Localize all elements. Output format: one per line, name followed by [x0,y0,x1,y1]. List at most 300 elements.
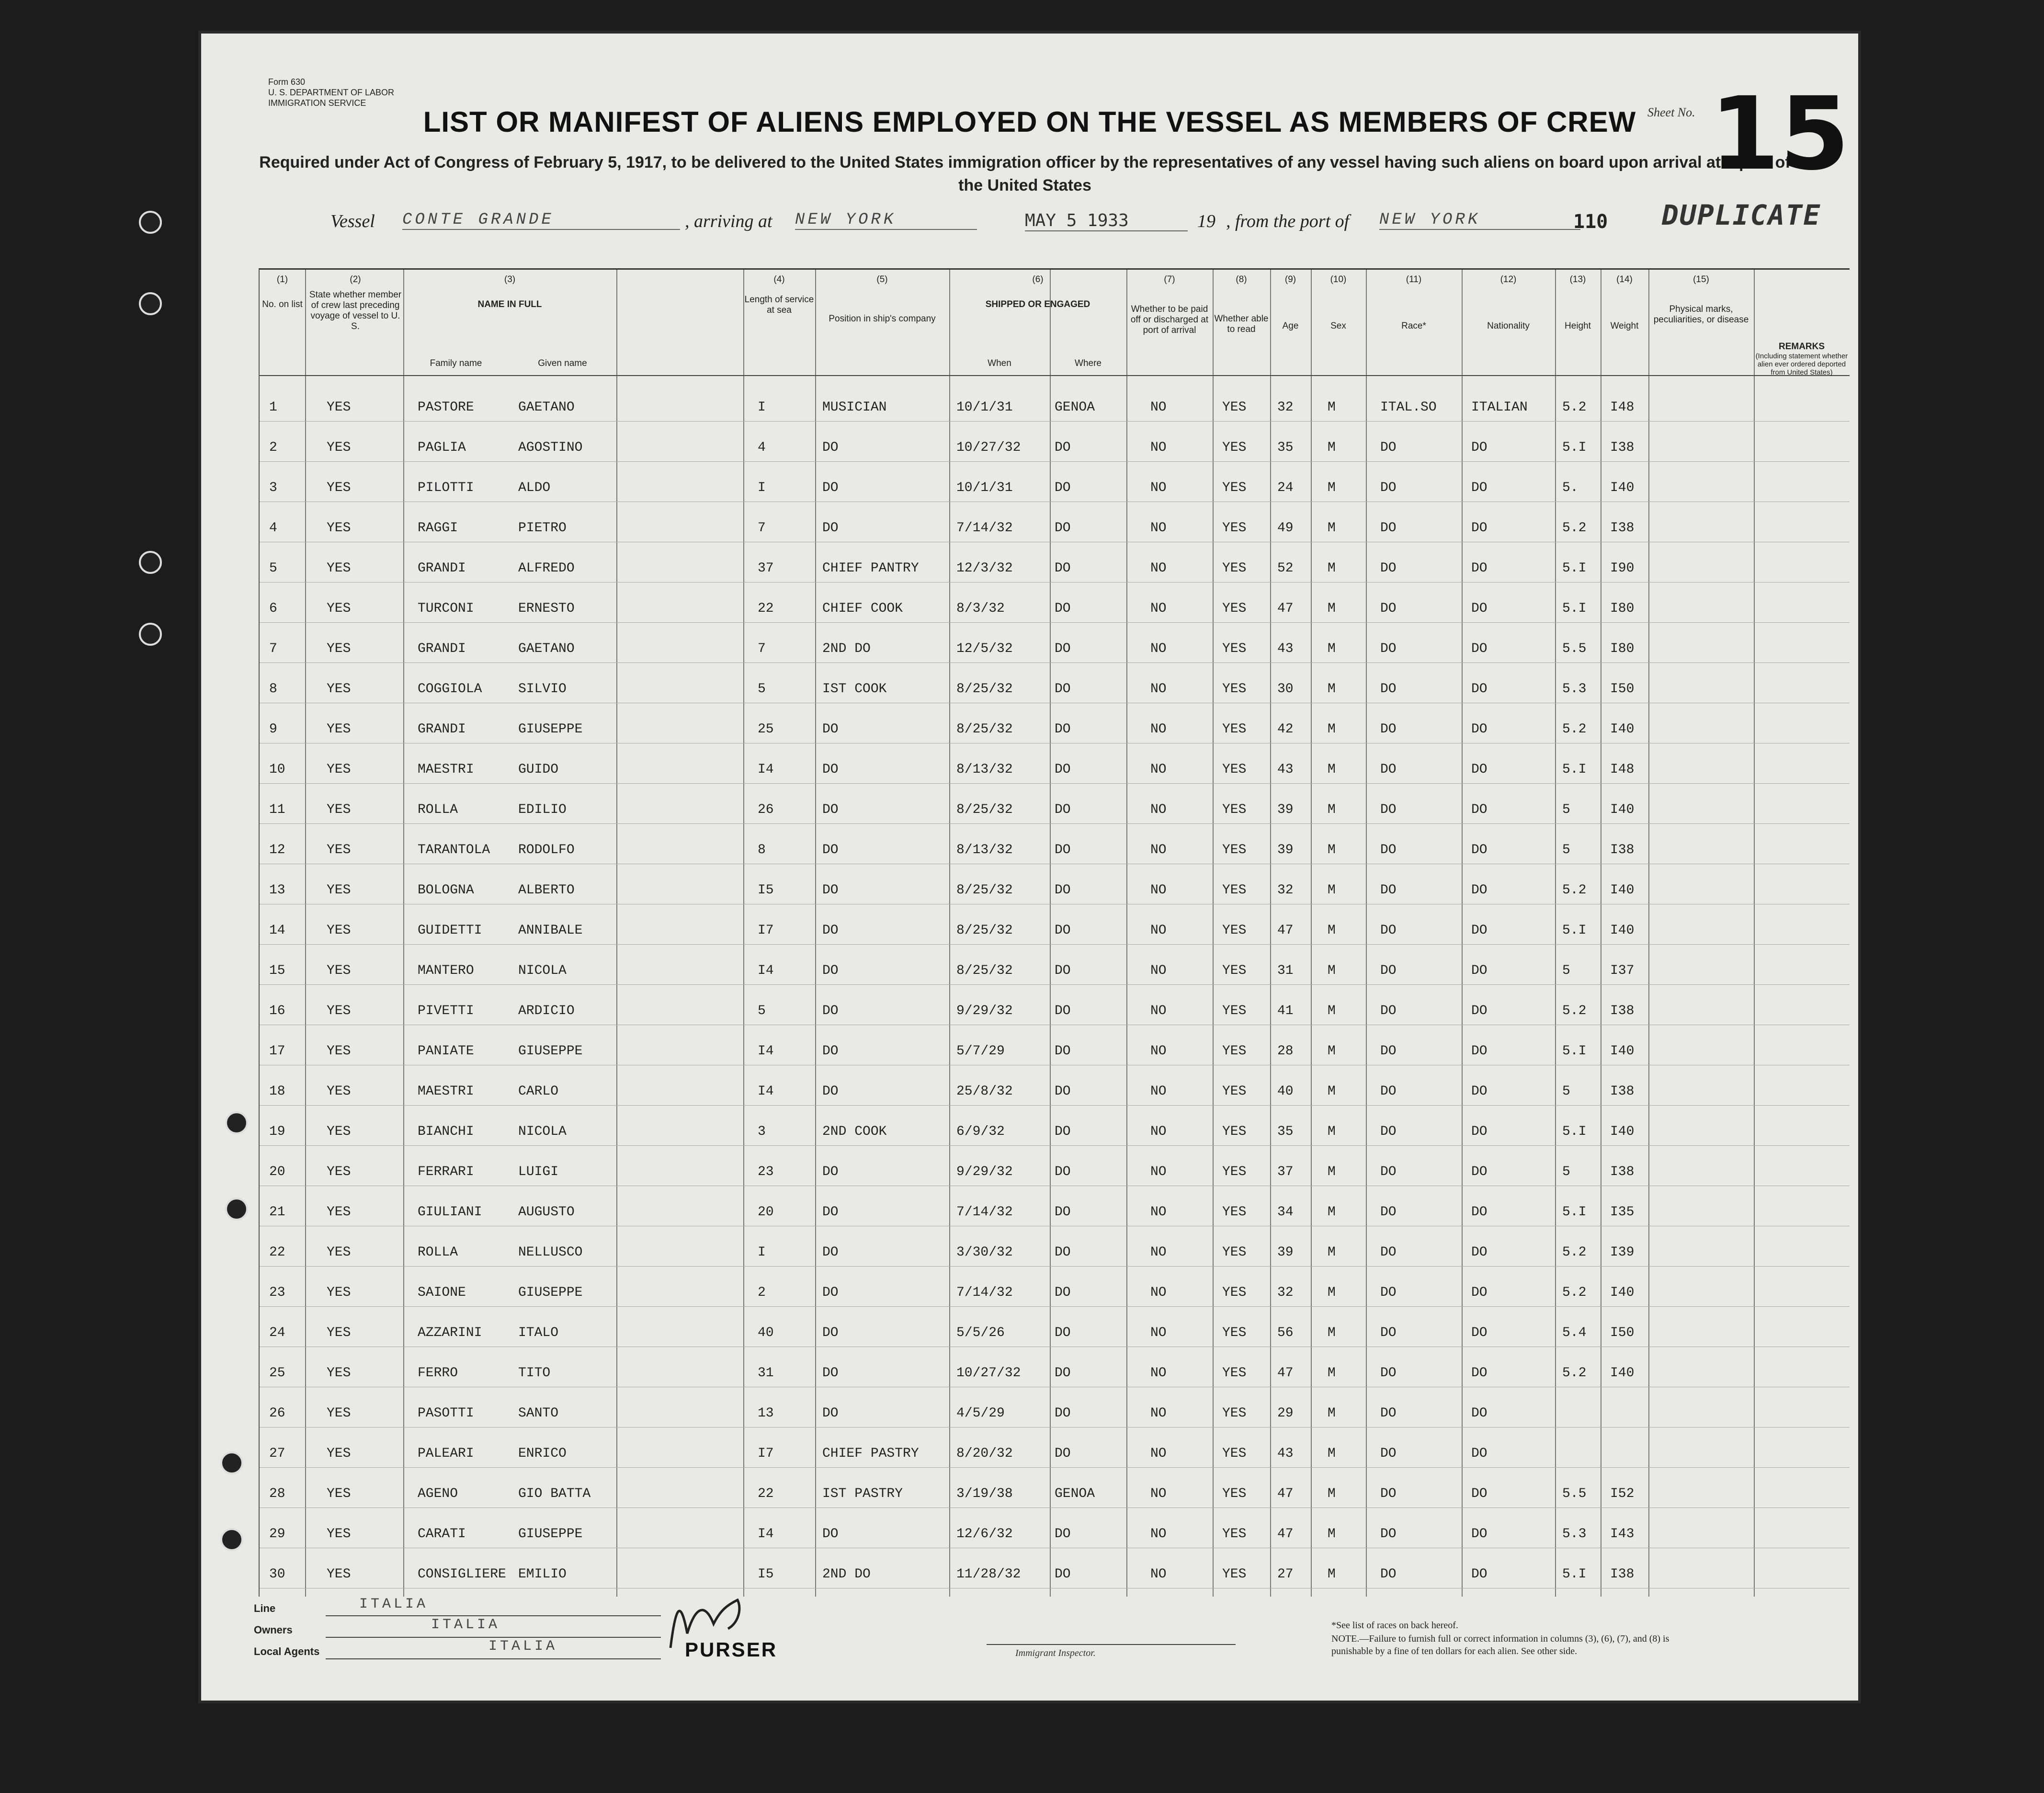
nationality: DO [1471,1084,1488,1099]
crew-previous-voyage: YES [327,400,351,415]
able-to-read: YES [1222,1165,1247,1179]
crew-previous-voyage: YES [327,883,351,898]
crew-previous-voyage: YES [327,722,351,737]
paid-off: NO [1150,1285,1167,1300]
nationality: DO [1471,641,1488,656]
service-length: I4 [758,1044,774,1059]
family-name: TURCONI [418,601,474,616]
header-col15: (15) Physical marks, peculiarities, or disease [1653,274,1749,325]
row-number: 6 [269,601,277,616]
shipped-when: 12/3/32 [956,561,1013,576]
age: 39 [1277,1245,1294,1260]
family-name: FERRARI [418,1165,474,1179]
height: 5.5 [1562,1486,1587,1501]
owners-value: ITALIA [431,1617,500,1633]
shipped-where: DO [1055,641,1071,656]
paid-off: NO [1150,1205,1167,1220]
row-number: 9 [269,722,277,737]
able-to-read: YES [1222,1084,1247,1099]
shipped-when: 8/25/32 [956,802,1013,817]
list-number: 110 [1573,211,1608,233]
nationality: DO [1471,963,1488,978]
paid-off: NO [1150,802,1167,817]
header-col3: (3) NAME IN FULL [477,274,542,309]
shipped-where: DO [1055,802,1071,817]
age: 52 [1277,561,1294,576]
line-label: Line [254,1602,276,1614]
row-number: 12 [269,843,285,857]
shipped-where: DO [1055,480,1071,495]
sex: M [1328,601,1336,616]
shipped-when: 12/5/32 [956,641,1013,656]
sex: M [1328,843,1336,857]
position: DO [822,802,839,817]
row-rule [260,984,1850,985]
row-number: 7 [269,641,277,656]
position: DO [822,1325,839,1340]
service-length: I [758,400,766,415]
height: 5.5 [1562,641,1587,656]
able-to-read: YES [1222,440,1247,455]
position: DO [822,1245,839,1260]
crew-previous-voyage: YES [327,1406,351,1421]
row-number: 20 [269,1165,285,1179]
row-number: 29 [269,1527,285,1542]
shipped-when: 8/25/32 [956,682,1013,697]
able-to-read: YES [1222,480,1247,495]
able-to-read: YES [1222,601,1247,616]
row-rule [260,421,1850,422]
able-to-read: YES [1222,923,1247,938]
paid-off: NO [1150,1124,1167,1139]
nationality: DO [1471,1366,1488,1381]
nationality: DO [1471,1325,1488,1340]
given-name: SANTO [518,1406,559,1421]
able-to-read: YES [1222,1325,1247,1340]
height: 5.I [1562,1567,1587,1582]
service-length: 4 [758,440,766,455]
sex: M [1328,1084,1336,1099]
row-number: 22 [269,1245,285,1260]
nationality: DO [1471,682,1488,697]
weight: I37 [1610,963,1635,978]
height: 5.I [1562,1205,1587,1220]
weight: I40 [1610,480,1635,495]
paid-off: NO [1150,1004,1167,1018]
row-rule [260,823,1850,824]
weight: I38 [1610,440,1635,455]
given-name: LUIGI [518,1165,559,1179]
sex: M [1328,1567,1336,1582]
binder-hole [139,292,162,315]
position: DO [822,1004,839,1018]
age: 47 [1277,601,1294,616]
family-name: GRANDI [418,722,466,737]
height: 5 [1562,1165,1570,1179]
family-name: COGGIOLA [418,682,482,697]
race: DO [1380,1527,1397,1542]
service-length: I [758,480,766,495]
shipped-where: DO [1055,1285,1071,1300]
header-col13: (13) Height [1565,274,1591,331]
height: 5.I [1562,561,1587,576]
race: DO [1380,1446,1397,1461]
family-name: PAGLIA [418,440,466,455]
family-name: CONSIGLIERE [418,1567,506,1582]
row-number: 18 [269,1084,285,1099]
race: DO [1380,682,1397,697]
race: DO [1380,1325,1397,1340]
crew-previous-voyage: YES [327,641,351,656]
crew-previous-voyage: YES [327,1285,351,1300]
age: 35 [1277,1124,1294,1139]
family-name: PALEARI [418,1446,474,1461]
paid-off: NO [1150,440,1167,455]
position: CHIEF PASTRY [822,1446,919,1461]
height: 5 [1562,963,1570,978]
crew-previous-voyage: YES [327,923,351,938]
service-length: I7 [758,1446,774,1461]
service-length: 22 [758,1486,774,1501]
duplicate-stamp: DUPLICATE [1662,199,1821,231]
sex: M [1328,883,1336,898]
given-name: TITO [518,1366,551,1381]
age: 32 [1277,400,1294,415]
family-name: SAIONE [418,1285,466,1300]
height: 5.2 [1562,1366,1587,1381]
sex: M [1328,1325,1336,1340]
race: DO [1380,762,1397,777]
position: DO [822,722,839,737]
able-to-read: YES [1222,762,1247,777]
agents-label: Local Agents [254,1645,320,1657]
paid-off: NO [1150,1486,1167,1501]
able-to-read: YES [1222,1567,1247,1582]
position: IST PASTRY [822,1486,903,1501]
sex: M [1328,641,1336,656]
header-where: Where [1075,358,1101,368]
nationality: DO [1471,1124,1488,1139]
shipped-where: DO [1055,762,1071,777]
race: DO [1380,1124,1397,1139]
family-name: ROLLA [418,1245,458,1260]
paid-off: NO [1150,1527,1167,1542]
shipped-when: 9/29/32 [956,1004,1013,1018]
age: 34 [1277,1205,1294,1220]
position: DO [822,1285,839,1300]
race: DO [1380,1486,1397,1501]
age: 43 [1277,641,1294,656]
row-number: 21 [269,1205,285,1220]
able-to-read: YES [1222,641,1247,656]
service-length: I4 [758,762,774,777]
sex: M [1328,1245,1336,1260]
weight: I35 [1610,1205,1635,1220]
age: 42 [1277,722,1294,737]
race: DO [1380,1044,1397,1059]
weight: I80 [1610,641,1635,656]
shipped-when: 25/8/32 [956,1084,1013,1099]
race: DO [1380,1567,1397,1582]
shipped-when: 8/13/32 [956,762,1013,777]
header-col10: (10) Sex [1330,274,1347,331]
height: 5.2 [1562,722,1587,737]
weight: I52 [1610,1486,1635,1501]
vessel-name: CONTE GRANDE [402,211,680,230]
paid-off: NO [1150,963,1167,978]
given-name: CARLO [518,1084,559,1099]
shipped-where: DO [1055,1084,1071,1099]
shipped-where: DO [1055,1165,1071,1179]
row-rule [260,461,1850,462]
height: 5.2 [1562,883,1587,898]
crew-previous-voyage: YES [327,1325,351,1340]
race: DO [1380,923,1397,938]
row-number: 25 [269,1366,285,1381]
crew-table [259,268,1850,1597]
header-when: When [988,358,1011,368]
shipped-when: 8/25/32 [956,923,1013,938]
shipped-where: DO [1055,1245,1071,1260]
paid-off: NO [1150,400,1167,415]
sex: M [1328,1004,1336,1018]
weight: I38 [1610,1084,1635,1099]
able-to-read: YES [1222,963,1247,978]
row-number: 8 [269,682,277,697]
shipped-when: 8/3/32 [956,601,1005,616]
row-number: 10 [269,762,285,777]
race: DO [1380,883,1397,898]
shipped-when: 3/19/38 [956,1486,1013,1501]
position: DO [822,1044,839,1059]
family-name: MAESTRI [418,1084,474,1099]
able-to-read: YES [1222,883,1247,898]
shipped-where: DO [1055,1124,1071,1139]
age: 32 [1277,883,1294,898]
shipped-where: DO [1055,1527,1071,1542]
paid-off: NO [1150,1406,1167,1421]
crew-previous-voyage: YES [327,1084,351,1099]
sex: M [1328,1165,1336,1179]
race: DO [1380,843,1397,857]
position: DO [822,480,839,495]
owners-label: Owners [254,1624,293,1636]
given-name: RODOLFO [518,843,575,857]
nationality: DO [1471,1486,1488,1501]
shipped-when: 11/28/32 [956,1567,1021,1582]
shipped-where: DO [1055,1366,1071,1381]
weight: I40 [1610,883,1635,898]
shipped-where: DO [1055,963,1071,978]
row-number: 24 [269,1325,285,1340]
position: DO [822,1084,839,1099]
shipped-when: 6/9/32 [956,1124,1005,1139]
row-number: 19 [269,1124,285,1139]
sheet-label: Sheet No. [1647,105,1695,119]
position: DO [822,1527,839,1542]
sex: M [1328,802,1336,817]
family-name: PASTORE [418,400,474,415]
header-col9: (9) Age [1282,274,1299,331]
height: 5 [1562,802,1570,817]
height: 5.2 [1562,1004,1587,1018]
family-name: GUIDETTI [418,923,482,938]
service-length: 7 [758,641,766,656]
able-to-read: YES [1222,1446,1247,1461]
crew-previous-voyage: YES [327,1165,351,1179]
race: DO [1380,1205,1397,1220]
race: DO [1380,601,1397,616]
given-name: ALDO [518,480,551,495]
able-to-read: YES [1222,1285,1247,1300]
given-name: GUIDO [518,762,559,777]
row-rule [260,783,1850,784]
service-length: 20 [758,1205,774,1220]
family-name: PASOTTI [418,1406,474,1421]
shipped-when: 5/5/26 [956,1325,1005,1340]
given-name: SILVIO [518,682,567,697]
given-name: ITALO [518,1325,559,1340]
weight: I48 [1610,400,1635,415]
sex: M [1328,1124,1336,1139]
row-rule [260,622,1850,623]
able-to-read: YES [1222,1124,1247,1139]
able-to-read: YES [1222,1245,1247,1260]
weight: I38 [1610,1004,1635,1018]
position: 2ND DO [822,641,871,656]
nationality: DO [1471,1165,1488,1179]
family-name: PILOTTI [418,480,474,495]
weight: I48 [1610,762,1635,777]
family-name: GRANDI [418,561,466,576]
height: 5 [1562,843,1570,857]
position: DO [822,963,839,978]
family-name: CARATI [418,1527,466,1542]
weight: I50 [1610,1325,1635,1340]
paid-off: NO [1150,843,1167,857]
shipped-where: GENOA [1055,1486,1095,1501]
able-to-read: YES [1222,1205,1247,1220]
position: DO [822,1205,839,1220]
header-col11: (11) Race* [1401,274,1426,331]
age: 39 [1277,802,1294,817]
weight: I90 [1610,561,1635,576]
paid-off: NO [1150,641,1167,656]
given-name: GIUSEPPE [518,722,583,737]
inspector-label: Immigrant Inspector. [1015,1648,1096,1658]
shipped-when: 5/7/29 [956,1044,1005,1059]
paid-off: NO [1150,561,1167,576]
crew-previous-voyage: YES [327,480,351,495]
race: DO [1380,561,1397,576]
crew-previous-voyage: YES [327,440,351,455]
given-name: PIETRO [518,521,567,536]
service-length: 3 [758,1124,766,1139]
paid-off: NO [1150,521,1167,536]
binder-hole [225,1198,248,1221]
purser-label: PURSER [685,1638,778,1661]
races-note: *See list of races on back hereof. [1331,1620,1458,1631]
age: 47 [1277,1366,1294,1381]
shipped-when: 7/14/32 [956,1285,1013,1300]
service-length: 37 [758,561,774,576]
height: 5.I [1562,762,1587,777]
position: IST COOK [822,682,887,697]
age: 28 [1277,1044,1294,1059]
crew-previous-voyage: YES [327,1446,351,1461]
weight: I39 [1610,1245,1635,1260]
paid-off: NO [1150,923,1167,938]
service-length: I4 [758,1527,774,1542]
row-number: 5 [269,561,277,576]
binder-hole [139,211,162,234]
height: 5.I [1562,440,1587,455]
shipped-when: 7/14/32 [956,521,1013,536]
shipped-where: DO [1055,1004,1071,1018]
given-name: NELLUSCO [518,1245,583,1260]
weight: I50 [1610,682,1635,697]
manifest-title: LIST OR MANIFEST OF ALIENS EMPLOYED ON THE VESSEL AS MEMBERS OF CREW [423,106,1636,138]
position: MUSICIAN [822,400,887,415]
nationality: DO [1471,843,1488,857]
position: DO [822,843,839,857]
given-name: ALFREDO [518,561,575,576]
shipped-where: DO [1055,1446,1071,1461]
header-col14: (14) Weight [1610,274,1639,331]
paid-off: NO [1150,682,1167,697]
able-to-read: YES [1222,682,1247,697]
given-name: GIUSEPPE [518,1285,583,1300]
age: 47 [1277,1527,1294,1542]
weight: I40 [1610,1044,1635,1059]
department-line: U. S. DEPARTMENT OF LABOR [268,88,395,97]
given-name: EDILIO [518,802,567,817]
family-name: BOLOGNA [418,883,474,898]
sex: M [1328,923,1336,938]
shipped-when: 8/25/32 [956,963,1013,978]
sex: M [1328,762,1336,777]
crew-previous-voyage: YES [327,802,351,817]
row-number: 23 [269,1285,285,1300]
sex: M [1328,521,1336,536]
paid-off: NO [1150,1044,1167,1059]
race: DO [1380,521,1397,536]
shipped-when: 10/1/31 [956,480,1013,495]
height: 5.3 [1562,682,1587,697]
nationality: DO [1471,521,1488,536]
given-name: GIO BATTA [518,1486,591,1501]
age: 49 [1277,521,1294,536]
sex: M [1328,400,1336,415]
position: CHIEF PANTRY [822,561,919,576]
paid-off: NO [1150,1366,1167,1381]
shipped-when: 10/27/32 [956,1366,1021,1381]
able-to-read: YES [1222,1527,1247,1542]
able-to-read: YES [1222,722,1247,737]
age: 39 [1277,843,1294,857]
sheet-number: 15 [1710,75,1850,193]
arriving-label: , arriving at [685,211,772,231]
family-name: AGENO [418,1486,458,1501]
row-rule [260,1306,1850,1307]
vessel-label: Vessel [330,211,375,231]
shipped-where: DO [1055,561,1071,576]
shipped-where: DO [1055,883,1071,898]
family-name: MANTERO [418,963,474,978]
nationality: DO [1471,1446,1488,1461]
height: 5.4 [1562,1325,1587,1340]
nationality: DO [1471,722,1488,737]
